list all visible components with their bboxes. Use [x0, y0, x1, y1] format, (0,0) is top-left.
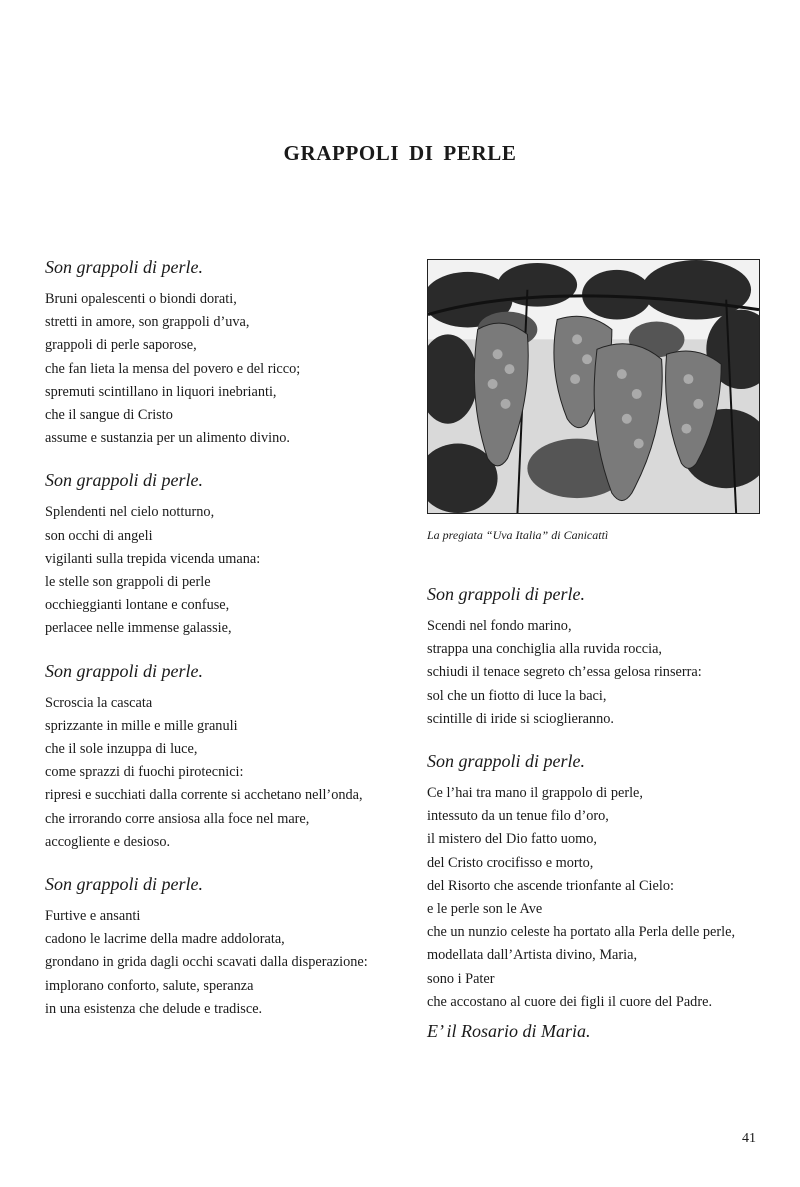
- stanza-refrain: Son grappoli di perle.: [427, 584, 585, 604]
- verse-line: in una esistenza che delude e tradisce.: [45, 1000, 263, 1017]
- verse-line: che il sole inzuppa di luce,: [45, 741, 198, 758]
- verse-line: Splendenti nel cielo notturno,: [45, 504, 215, 521]
- verse-line: Furtive e ansanti: [45, 908, 141, 925]
- verse-line: il mistero del Dio fatto uomo,: [427, 831, 597, 848]
- verse-line: sol che un fiotto di luce la baci,: [427, 687, 607, 704]
- verse-line: grondano in grida dagli occhi scavati dalla disperazione:: [45, 954, 368, 971]
- verse-line: e le perle son le Ave: [427, 901, 543, 918]
- verse-line: Scendi nel fondo marino,: [427, 618, 572, 634]
- left-column: [45, 256, 405, 1040]
- stanza: [45, 469, 405, 640]
- verse-line: strappa una conchiglia alla ruvida roccia,: [427, 641, 662, 658]
- stanza-refrain: Son grappoli di perle.: [45, 470, 203, 491]
- verse-line: schiudi il tenace segreto ch’essa gelosa rinserra:: [427, 664, 702, 681]
- photo-caption: La pregiata “Uva Italia” di Canicattì: [427, 528, 609, 542]
- verse-line: sono i Pater: [427, 970, 495, 987]
- verse-line: Ce l’hai tra mano il grappolo di perle,: [427, 785, 643, 802]
- verse-line: son occhi di angeli: [45, 527, 153, 544]
- stanza: [45, 660, 405, 854]
- stanza-refrain: Son grappoli di perle.: [45, 874, 203, 895]
- page-number: 41: [742, 1131, 756, 1146]
- verse-line: che irrorando corre ansiosa alla foce nel mare,: [45, 810, 310, 827]
- verse-line: del Cristo crocifisso e morto,: [427, 854, 594, 871]
- verse-line: ripresi e succhiati dalla corrente si acchetano nell’onda,: [45, 787, 363, 804]
- verse-line: che il sangue di Cristo: [45, 407, 173, 424]
- verse-line: occhieggianti lontane e confuse,: [45, 597, 230, 614]
- stanza-refrain: Son grappoli di perle.: [45, 257, 203, 277]
- verse-line: del Risorto che ascende trionfante al Cielo:: [427, 877, 674, 894]
- verse-line: Scroscia la cascata: [45, 694, 153, 711]
- verse-line: grappoli di perle saporose,: [45, 337, 197, 354]
- stanza: [45, 873, 405, 1021]
- verse-line: accogliente e desioso.: [45, 833, 171, 850]
- verse-line: spremuti scintillano in liquori inebrianti,: [45, 383, 277, 400]
- stanza-refrain: Son grappoli di perle.: [45, 660, 203, 681]
- verse-line: vigilanti sulla trepida vicenda umana:: [45, 550, 261, 567]
- verse-line: sprizzante in mille e mille granuli: [45, 717, 238, 734]
- verse-line: Bruni opalescenti o biondi dorati,: [45, 291, 237, 307]
- verse-line: cadono le lacrime della madre addolorata,: [45, 931, 285, 948]
- grape-cluster-photo-icon: [428, 260, 759, 513]
- verse-line: che accostano al cuore dei figli il cuore del Padre.: [427, 993, 713, 1010]
- closing-line: E’ il Rosario di Maria.: [427, 1021, 591, 1041]
- verse-line: che fan lieta la mensa del povero e del ricco;: [45, 360, 301, 377]
- stanza: [45, 256, 405, 450]
- stanza: [427, 750, 787, 1014]
- verse-line: modellata dall’Artista divino, Maria,: [427, 947, 638, 964]
- verse-line: scintille di iride si scioglieranno.: [427, 710, 615, 727]
- verse-line: le stelle son grappoli di perle: [45, 574, 211, 591]
- stanza: [427, 583, 787, 731]
- verse-line: implorano conforto, salute, speranza: [45, 977, 254, 994]
- verse-line: assume e sustanzia per un alimento divino.: [45, 430, 290, 447]
- right-column: [427, 583, 787, 1033]
- grape-photo: [427, 259, 760, 514]
- page-title: GRAPPOLI DI PERLE: [283, 141, 517, 165]
- verse-line: stretti in amore, son grappoli d’uva,: [45, 314, 250, 331]
- stanza-refrain: Son grappoli di perle.: [427, 751, 585, 772]
- verse-line: intessuto da un tenue filo d’oro,: [427, 808, 609, 825]
- verse-line: come sprazzi di fuochi pirotecnici:: [45, 764, 244, 781]
- verse-line: perlacee nelle immense galassie,: [45, 620, 232, 637]
- verse-line: che un nunzio celeste ha portato alla Perla delle perle,: [427, 924, 736, 941]
